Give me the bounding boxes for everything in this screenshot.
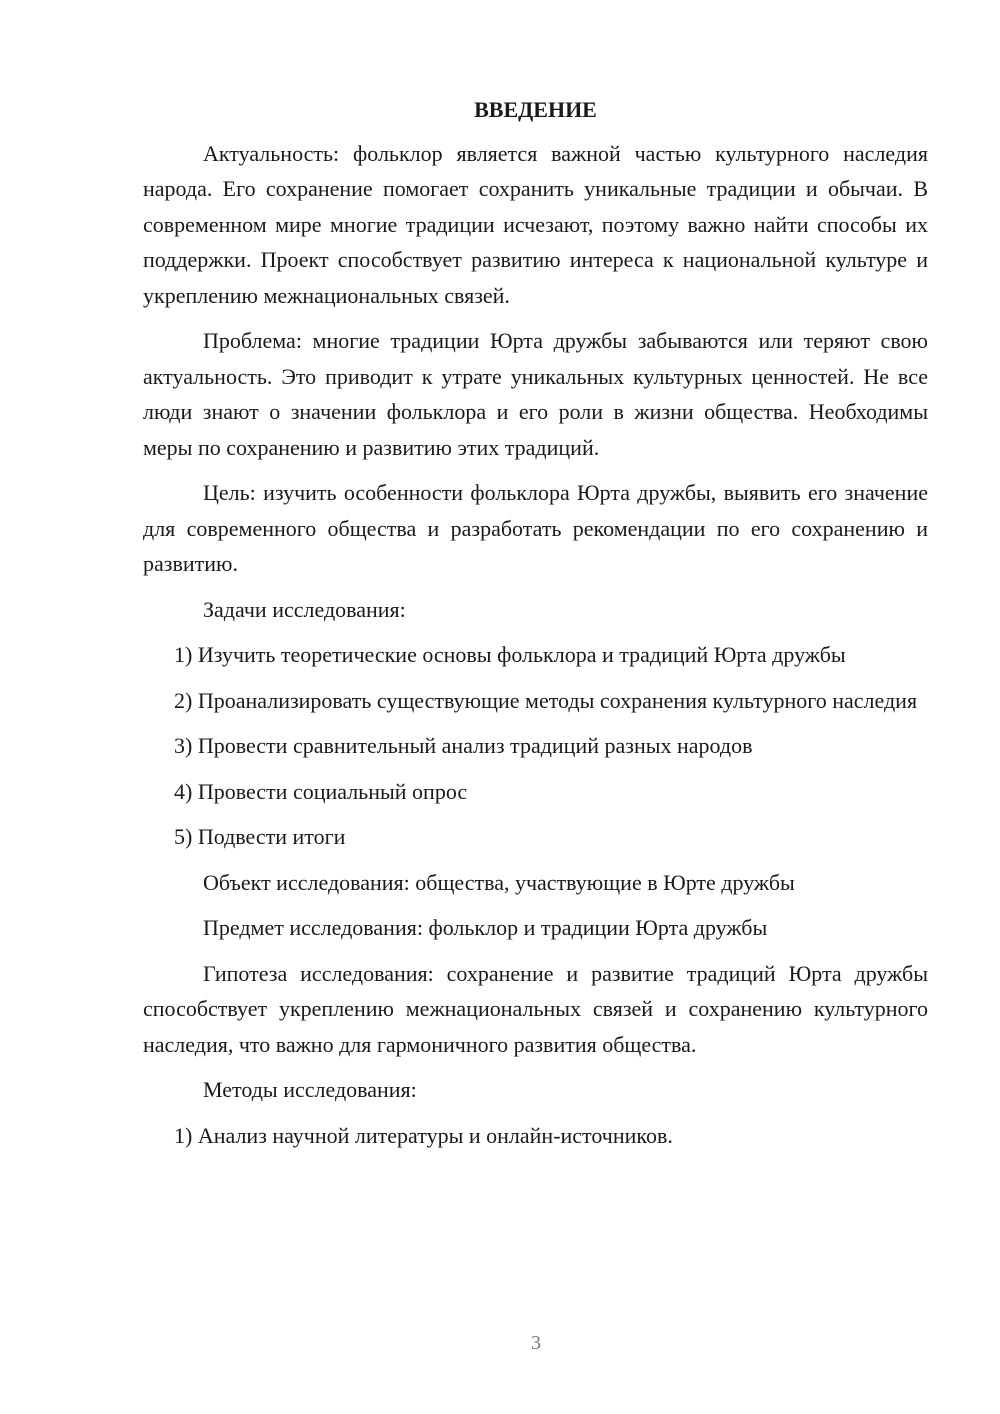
- task-item: 1) Изучить теоретические основы фольклора и традиций Юрта дружбы: [174, 642, 846, 667]
- method-item: 1) Анализ научной литературы и онлайн-источников.: [174, 1122, 673, 1148]
- task-item: 2) Проанализировать существующие методы сохранения культурного наследия: [174, 687, 918, 713]
- tasks-heading: Задачи исследования:: [203, 596, 406, 622]
- relevance-paragraph: Актуальность: фольклор является важной частью культурного наследия народа. Его сохранение помогает сохранить уникальные традиции и обычаи. В современном мире многие традиции исчезают, поэтому важно найти способы их поддержки. Проект способствует развитию интереса к национальной культуре и укреплению межнациональных связей.: [143, 140, 928, 308]
- subject-paragraph: Предмет исследования: фольклор и традиции Юрта дружбы: [203, 915, 768, 940]
- task-item: 5) Подвести итоги: [174, 824, 346, 849]
- object-paragraph: Объект исследования: общества, участвующие в Юрте дружбы: [203, 869, 795, 895]
- section-title: ВВЕДЕНИЕ: [474, 97, 597, 122]
- document-page: [143, 92, 928, 1163]
- task-item: 4) Провести социальный опрос: [174, 778, 468, 804]
- page-number: 3: [531, 1332, 541, 1354]
- problem-paragraph: Проблема: многие традиции Юрта дружбы забываются или теряют свою актуальность. Это приводит к утрате уникальных культурных ценностей. Не все люди знают о значении фольклора и его роли в жизни общества. Необходимы меры по сохранению и развитию этих традиций.: [143, 328, 928, 460]
- methods-heading: Методы исследования:: [203, 1077, 417, 1102]
- task-item: 3) Провести сравнительный анализ традиций разных народов: [174, 733, 753, 758]
- goal-paragraph: Цель: изучить особенности фольклора Юрта дружбы, выявить его значение для современного общества и разработать рекомендации по его сохранению и развитию.: [143, 480, 928, 576]
- hypothesis-paragraph: Гипотеза исследования: сохранение и развитие традиций Юрта дружбы способствует укреплению межнациональных связей и сохранению культурного наследия, что важно для гармоничного развития общества.: [143, 960, 928, 1057]
